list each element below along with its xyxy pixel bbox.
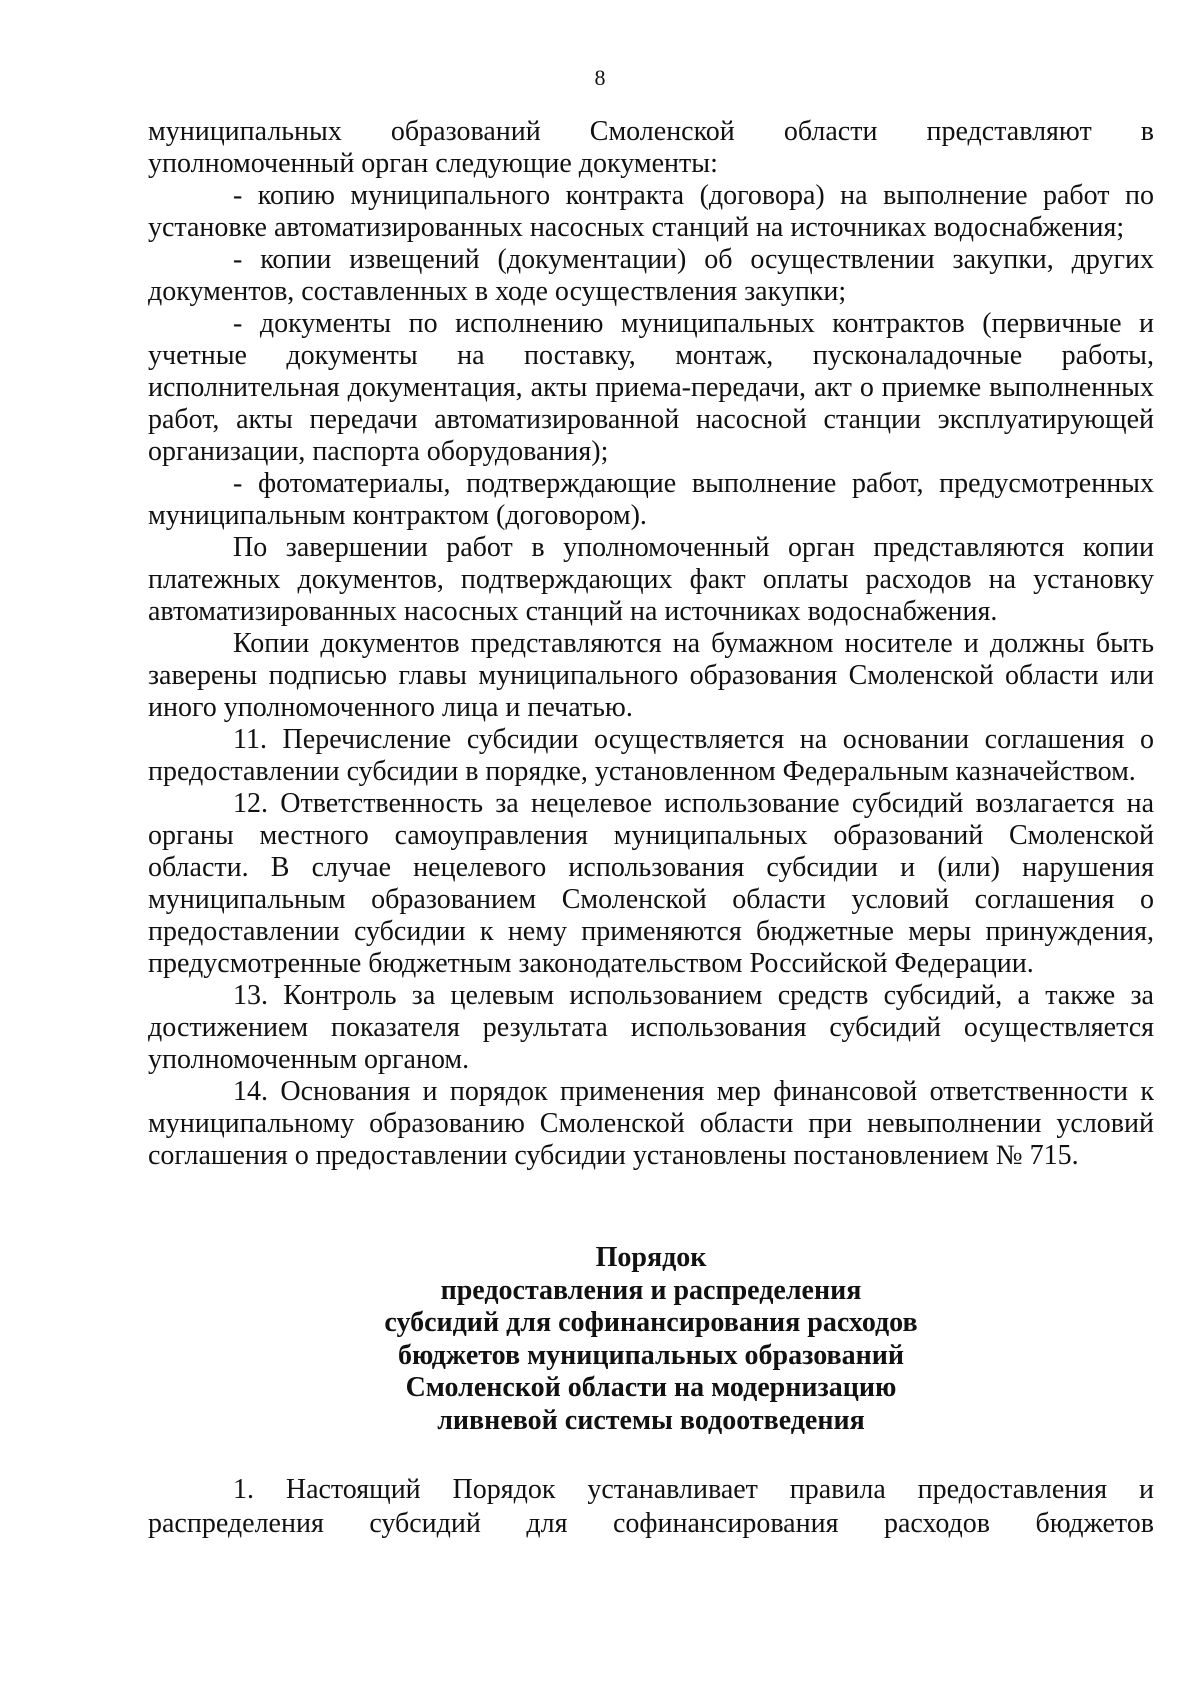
heading-line: субсидий для софинансирования расходов <box>384 1307 918 1338</box>
paragraph-line: 1. Настоящий Порядок устанавливает правила предоставления и <box>233 1474 1154 1505</box>
paragraph: 11. Перечисление субсидии осуществляется на основании соглашения о предоставлении субсидии в порядке, установленном Федеральным казначейством. <box>148 724 1154 787</box>
paragraph: муниципальных образований Смоленской области представляют в уполномоченный орган следующие документы: <box>148 116 1154 179</box>
paragraph: Копии документов представляются на бумажном носителе и должны быть заверены подписью главы муниципального образования Смоленской области или иного уполномоченного лица и печатью. <box>148 628 1154 723</box>
paragraph: - документы по исполнению муниципальных контрактов (первичные и учетные документы на поставку, монтаж, пусконаладочные работы, исполнительная документация, акты приема-передачи, акт о приемке выполненных работ, акты передачи автоматизированной насосной станции эксплуатирующей организации, паспорта оборудования); <box>148 308 1154 467</box>
paragraph: - фотоматериалы, подтверждающие выполнение работ, предусмотренных муниципальным контрактом (договором). <box>148 468 1154 531</box>
paragraph: 12. Ответственность за нецелевое использование субсидий возлагается на органы местного самоуправления муниципальных образований Смоленской области. В случае нецелевого использования субсидии и (или) нарушения муниципальным образованием Смоленской области условий соглашения о предоставлении субсидии к нему применяются бюджетные меры принуждения, предусмотренные бюджетным законодательством Российской Федерации. <box>148 788 1154 979</box>
paragraph: - копии извещений (документации) об осуществлении закупки, других документов, составленных в ходе осуществления закупки; <box>148 244 1154 307</box>
paragraph: По завершении работ в уполномоченный орган представляются копии платежных документов, подтверждающих факт оплаты расходов на установку автоматизированных насосных станций на источниках водоснабжения. <box>148 532 1154 627</box>
paragraph-line: распределения субсидий для софинансирования расходов бюджетов <box>148 1508 1154 1539</box>
document-body <box>148 116 1154 1172</box>
paragraph: 13. Контроль за целевым использованием средств субсидий, а также за достижением показателя результата использования субсидий осуществляется уполномоченным органом. <box>148 980 1154 1075</box>
section-heading <box>148 1242 1154 1437</box>
heading-line: Смоленской области на модернизацию <box>405 1372 897 1403</box>
heading-line: ливневой системы водоотведения <box>437 1404 865 1436</box>
page-number: 8 <box>594 65 606 90</box>
heading-line: предоставления и распределения <box>440 1274 862 1306</box>
paragraph: - копию муниципального контракта (договора) на выполнение работ по установке автоматизированных насосных станций на источниках водоснабжения; <box>148 180 1154 243</box>
heading-line: бюджетов муниципальных образований <box>397 1339 905 1371</box>
heading-line: Порядок <box>595 1242 707 1273</box>
paragraph: 14. Основания и порядок применения мер финансовой ответственности к муниципальному образованию Смоленской области при невыполнении условий соглашения о предоставлении субсидии установлены постановлением № 715. <box>148 1076 1154 1171</box>
section-2-body <box>148 1473 1154 1541</box>
